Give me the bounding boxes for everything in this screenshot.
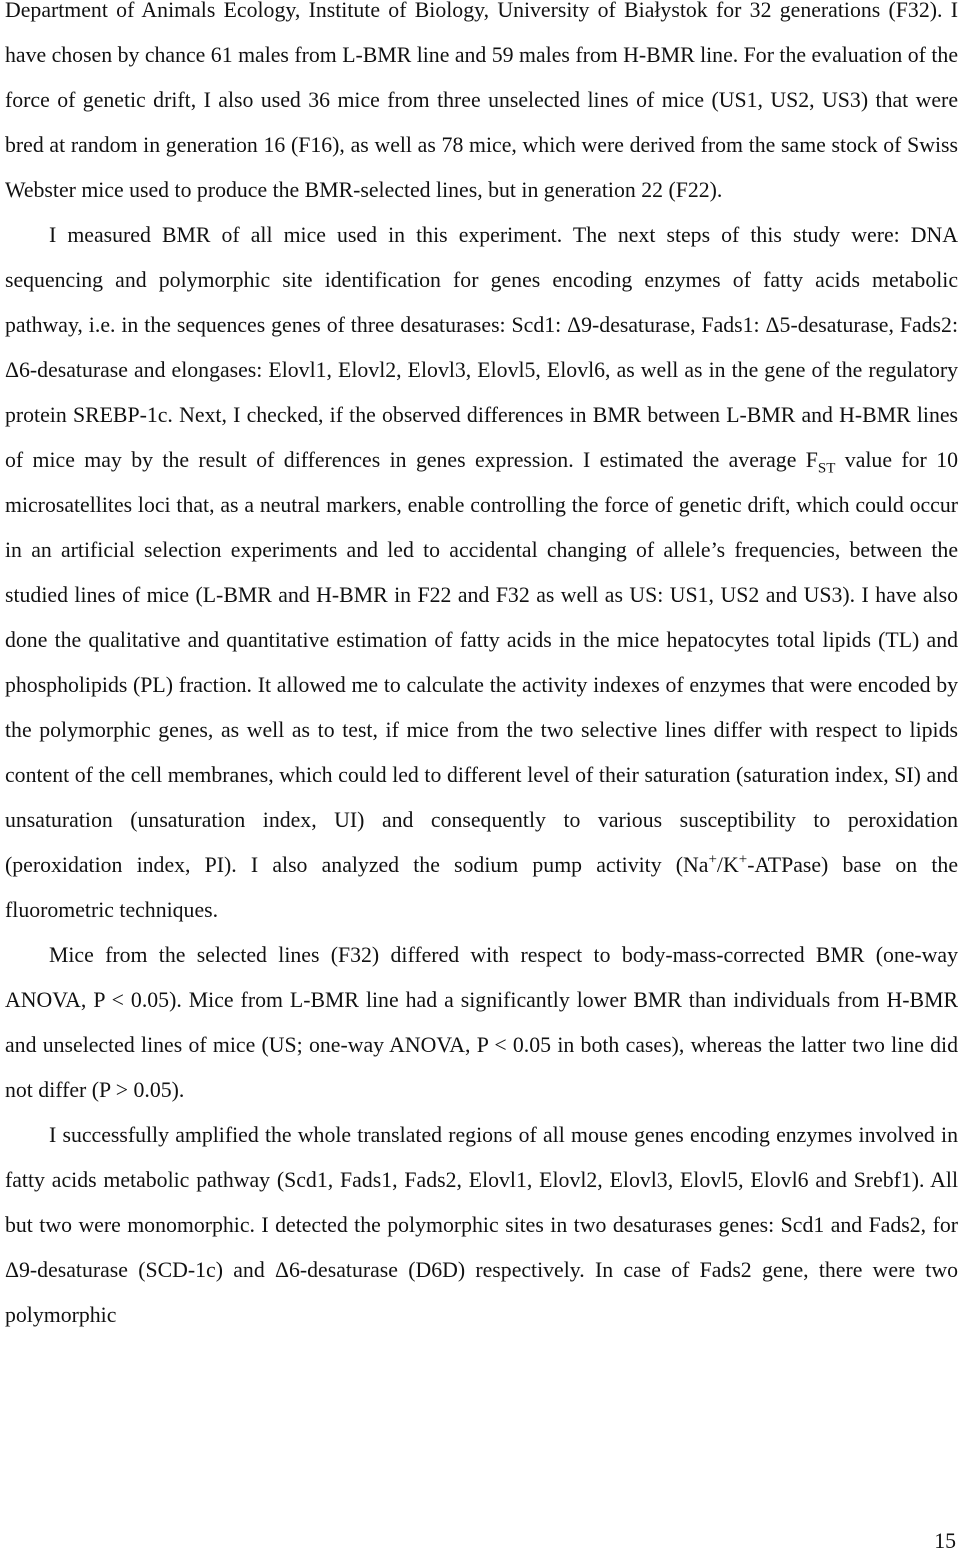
paragraph-4: I successfully amplified the whole translated regions of all mouse genes encoding enzymes involved in fatty acids metabolic pathway (Scd1, Fads1, Fads2, Elovl1, Elovl2, Elovl3, Elovl5, Elovl6 and Srebf1). All but two were monomorphic. I detected the polymorphic sites in two desaturases genes: Scd1 and Fads2, for Δ9-desaturase (SCD-1c) and Δ6-desaturase (D6D) respectively. In case of Fads2 gene, there were two polymorphic: [5, 1123, 958, 1327]
paragraph-2-part-1: I measured BMR of all mice used in this experiment. The next steps of this study were: DNA sequencing and polymorphic site identification for genes encoding enzymes of fatty acids metabolic pathway, i.e. in the sequences genes of three desaturases: Scd1: Δ9-desaturase, Fads1: Δ5-desaturase, Fads2: Δ6-desaturase and elongases: Elovl1, Elovl2, Elovl3, Elovl5, Elovl6, as well as in the gene of the regulatory protein SREBP-1c. Next, I checked, if the observed differences in BMR between L-BMR and H-BMR lines of mice may by the result of differences in genes expression. I estimated the average F: [5, 223, 958, 472]
paragraph-2-part-4: -ATPase) base on the fluorometric techniques.: [5, 853, 958, 922]
paragraph-2: [5, 213, 958, 933]
subscript-st: ST: [817, 460, 836, 477]
paragraph-2-part-3: /K: [716, 853, 739, 877]
paragraph-1: Department of Animals Ecology, Institute of Biology, University of Białystok for 32 generations (F32). I have chosen by chance 61 males from L-BMR line and 59 males from H-BMR line. For the evaluation of the force of genetic drift, I also used 36 mice from three unselected lines of mice (US1, US2, US3) that were bred at random in generation 16 (F16), as well as 78 mice, which were derived from the same stock of Swiss Webster mice used to produce the BMR-selected lines, but in generation 22 (F22).: [5, 0, 958, 202]
superscript-plus-k: +: [738, 851, 748, 868]
paragraph-2-part-2: value for 10 microsatellites loci that, as a neutral markers, enable controlling the force of genetic drift, which could occur in an artificial selection experiments and led to accidental changing of allele’s frequencies, between the studied lines of mice (L-BMR and H-BMR in F22 and F32 as well as US: US1, US2 and US3). I have also done the qualitative and quantitative estimation of fatty acids in the mice hepatocytes total lipids (TL) and phospholipids (PL) fraction. It allowed me to calculate the activity indexes of enzymes that were encoded by the polymorphic genes, as well as to test, if mice from the two selective lines differ with respect to lipids content of the cell membranes, which could led to different level of their saturation (saturation index, SI) and unsaturation (unsaturation index, UI) and consequently to various susceptibility to peroxidation (peroxidation index, PI). I also analyzed the sodium pump activity (Na: [5, 448, 958, 877]
body-text: [5, 0, 958, 1338]
page-number: 15: [934, 1529, 956, 1553]
paragraph-3: Mice from the selected lines (F32) differed with respect to body-mass-corrected BMR (one-way ANOVA, P < 0.05). Mice from L-BMR line had a significantly lower BMR than individuals from H-BMR and unselected lines of mice (US; one-way ANOVA, P < 0.05 in both cases), whereas the latter two line did not differ (P > 0.05).: [5, 943, 958, 1102]
superscript-plus-na: +: [708, 851, 717, 868]
